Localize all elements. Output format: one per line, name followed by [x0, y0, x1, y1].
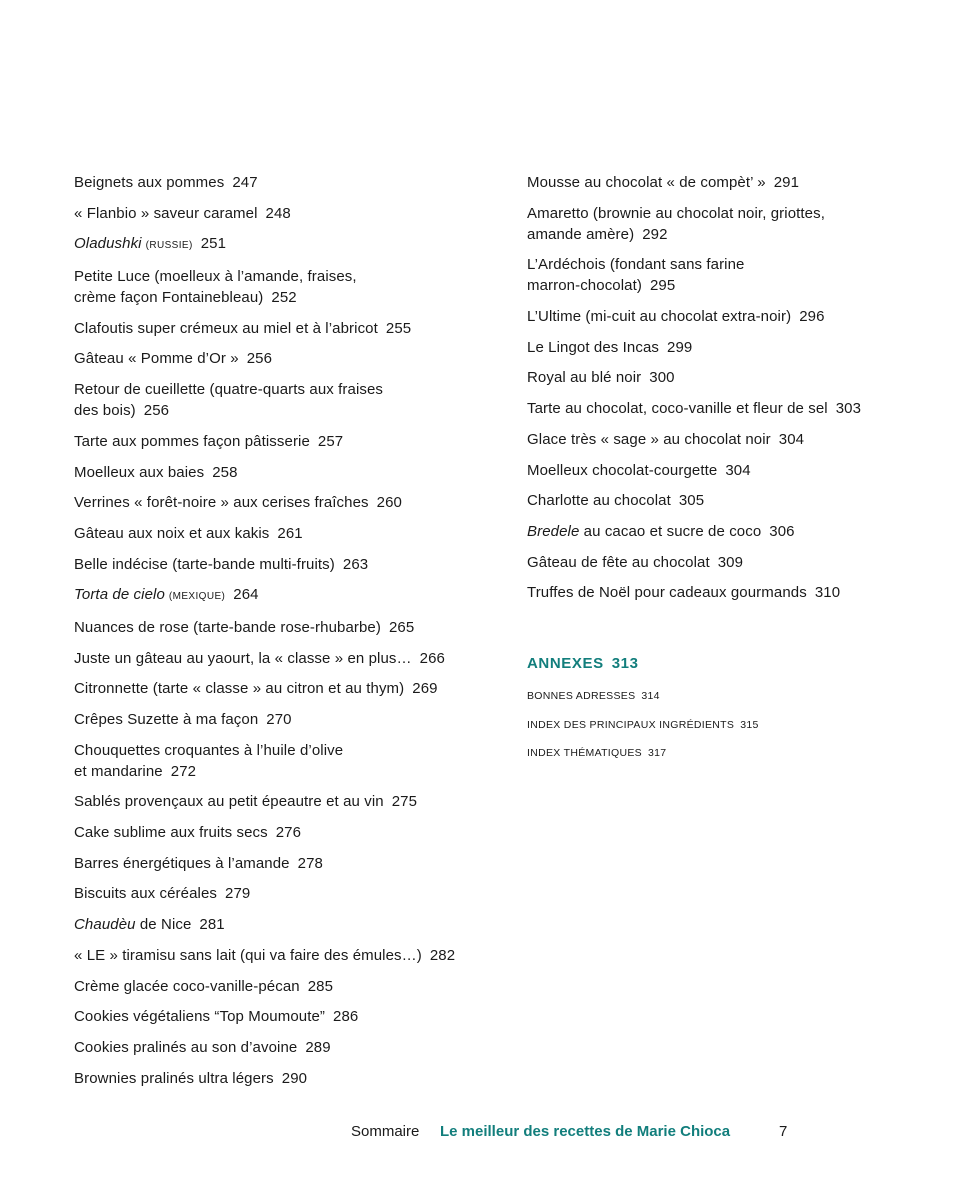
- toc-entry[interactable]: [74, 791, 494, 812]
- annex-page: 317: [647, 747, 667, 760]
- annexes-label: ANNEXES: [527, 655, 604, 673]
- toc-entry[interactable]: [527, 552, 927, 573]
- entry-page: 260: [376, 494, 402, 512]
- entry-page: 252: [271, 289, 297, 307]
- entry-title-line: Petite Luce (moelleux à l’amande, fraises,: [74, 268, 357, 286]
- entry-page: 275: [391, 793, 418, 811]
- annex-entry[interactable]: [527, 746, 927, 760]
- toc-entry[interactable]: [527, 367, 927, 388]
- entry-page: 264: [233, 586, 259, 604]
- entry-title: Tarte au chocolat, coco-vanille et fleur de sel: [527, 400, 828, 418]
- toc-entry[interactable]: [74, 584, 494, 607]
- entry-title: Gâteau aux noix et aux kakis: [74, 524, 270, 542]
- toc-entry[interactable]: [527, 490, 927, 511]
- toc-entry[interactable]: [74, 976, 494, 997]
- toc-entry[interactable]: [74, 172, 494, 193]
- entry-title: « Flanbio » saveur caramel: [74, 204, 258, 222]
- entry-title-line: marron-chocolat): [527, 277, 642, 295]
- toc-entry[interactable]: [74, 648, 494, 669]
- entry-title-rest: au cacao et sucre de coco: [579, 522, 762, 540]
- entry-page: 299: [667, 338, 693, 356]
- entry-page: 292: [642, 225, 668, 243]
- entry-title: Moelleux chocolat-courgette: [527, 461, 718, 479]
- entry-title: Mousse au chocolat « de compèt’ »: [527, 174, 766, 191]
- entry-page: 258: [212, 463, 238, 481]
- entry-title: Gâteau « Pomme d’Or »: [74, 350, 239, 368]
- toc-entry[interactable]: [74, 318, 494, 339]
- entry-page: 300: [649, 369, 675, 387]
- entry-title: Belle indécise (tarte-bande multi-fruits): [74, 555, 335, 573]
- entry-page: 296: [799, 308, 825, 326]
- annex-entry[interactable]: [527, 718, 927, 732]
- toc-entry[interactable]: [527, 203, 927, 245]
- entry-page: 265: [388, 618, 415, 636]
- entry-title-line: Amaretto (brownie au chocolat noir, griottes,: [527, 204, 825, 222]
- toc-entry[interactable]: [74, 1037, 494, 1058]
- toc-entry[interactable]: [74, 1068, 494, 1089]
- entry-title: Le Lingot des Incas: [527, 338, 659, 356]
- toc-entry[interactable]: [74, 1006, 494, 1027]
- toc-entry[interactable]: [527, 460, 927, 481]
- entry-page: 278: [297, 854, 323, 872]
- toc-entry[interactable]: [527, 337, 927, 358]
- toc-entry[interactable]: [74, 431, 494, 452]
- toc-entry[interactable]: [74, 709, 494, 730]
- annex-title: BONNES ADRESSES: [527, 690, 636, 703]
- toc-right-column: [527, 172, 927, 760]
- entry-page: 251: [200, 235, 227, 253]
- annex-page: 315: [740, 718, 759, 731]
- entry-page: 305: [678, 492, 705, 510]
- entry-title: Biscuits aux céréales: [74, 885, 217, 903]
- entry-title: Juste un gâteau au yaourt, la « classe » en plus…: [74, 649, 412, 667]
- toc-entry[interactable]: [74, 523, 494, 544]
- entry-page: 310: [814, 584, 841, 602]
- toc-entry[interactable]: [74, 617, 494, 638]
- entry-page: 281: [199, 916, 225, 934]
- entry-page: 304: [778, 430, 805, 448]
- footer-book-title: Le meilleur des recettes de Marie Chioca: [440, 1123, 731, 1140]
- toc-entry[interactable]: [74, 462, 494, 483]
- page-number: 7: [779, 1123, 788, 1140]
- entry-title: Glace très « sage » au chocolat noir: [527, 430, 771, 448]
- entry-page: 286: [333, 1008, 359, 1026]
- entry-title: Nuances de rose (tarte-bande rose-rhubarbe): [74, 618, 381, 636]
- entry-title-italic: Torta de cielo: [74, 586, 165, 604]
- entry-title-line: des bois): [74, 402, 136, 420]
- toc-entry[interactable]: [527, 254, 927, 296]
- toc-entry[interactable]: [74, 678, 494, 699]
- entry-title: Beignets aux pommes: [74, 174, 225, 191]
- toc-entry[interactable]: [527, 429, 927, 450]
- entry-page: 270: [266, 711, 292, 728]
- entry-page: 269: [412, 680, 438, 698]
- toc-entry[interactable]: [74, 822, 494, 843]
- toc-entry[interactable]: [74, 266, 494, 308]
- toc-entry[interactable]: [527, 172, 927, 193]
- entry-title-line: amande amère): [527, 225, 635, 243]
- entry-page: 261: [277, 524, 303, 542]
- toc-entry[interactable]: [74, 233, 494, 256]
- entry-title: Brownies pralinés ultra légers: [74, 1069, 274, 1087]
- annex-entry[interactable]: [527, 689, 927, 703]
- toc-entry[interactable]: [74, 379, 494, 421]
- entry-page: 306: [769, 522, 795, 540]
- entry-page: 289: [305, 1038, 331, 1056]
- entry-country: (RUSSIE): [145, 240, 193, 252]
- toc-entry[interactable]: [527, 582, 927, 603]
- entry-title: L’Ultime (mi-cuit au chocolat extra-noir): [527, 308, 792, 326]
- entry-title: Citronnette (tarte « classe » au citron et au thym): [74, 680, 405, 698]
- toc-left-column: [74, 172, 494, 1098]
- footer-section: Sommaire: [351, 1123, 420, 1140]
- entry-title: Charlotte au chocolat: [527, 492, 671, 510]
- entry-title-line: Retour de cueillette (quatre-quarts aux fraises: [74, 381, 384, 399]
- entry-title: Cookies végétaliens “Top Moumoute”: [74, 1008, 326, 1026]
- annexes-page: 313: [611, 655, 639, 673]
- toc-entry[interactable]: [74, 348, 494, 369]
- entry-title: Sablés provençaux au petit épeautre et au vin: [74, 793, 384, 811]
- entry-title: Royal au blé noir: [527, 369, 642, 387]
- entry-page: 290: [281, 1069, 308, 1087]
- annexes-heading[interactable]: [527, 655, 927, 672]
- toc-entry[interactable]: [74, 203, 494, 224]
- entry-page: 247: [232, 174, 258, 191]
- entry-page: 303: [835, 400, 862, 418]
- entry-page: 257: [317, 432, 344, 450]
- entry-title-italic: Oladushki: [74, 235, 142, 253]
- entry-title: Barres énergétiques à l’amande: [74, 854, 290, 872]
- entry-page: 279: [225, 885, 251, 903]
- entry-page: 266: [419, 649, 445, 667]
- entry-title: Cookies pralinés au son d’avoine: [74, 1038, 298, 1056]
- entry-page: 248: [265, 204, 291, 222]
- toc-entry[interactable]: [74, 554, 494, 575]
- entry-page: 295: [649, 277, 676, 295]
- entry-title-line: Chouquettes croquantes à l’huile d’olive: [74, 741, 344, 759]
- entry-page: 272: [170, 762, 197, 780]
- entry-page: 255: [385, 319, 412, 337]
- entry-page: 291: [773, 174, 800, 191]
- entry-country: (MEXIQUE): [168, 591, 226, 603]
- entry-title: Crème glacée coco-vanille-pécan: [74, 977, 300, 995]
- annex-page: 314: [641, 690, 660, 703]
- entry-title: Cake sublime aux fruits secs: [74, 824, 268, 842]
- entry-title: Gâteau de fête au chocolat: [527, 553, 710, 571]
- entry-title-italic: Chaudèu: [74, 916, 136, 934]
- entry-title-italic: Bredele: [527, 522, 580, 540]
- entry-title: Clafoutis super crémeux au miel et à l’abricot: [74, 319, 378, 337]
- entry-page: 263: [342, 555, 369, 573]
- toc-entry[interactable]: [74, 914, 494, 935]
- entry-page: 309: [717, 553, 744, 571]
- entry-page: 304: [725, 461, 751, 479]
- annex-title: INDEX DES PRINCIPAUX INGRÉDIENTS: [527, 718, 735, 731]
- toc-entry[interactable]: [527, 306, 927, 327]
- toc-entry[interactable]: [74, 740, 494, 782]
- toc-entry[interactable]: [527, 521, 927, 542]
- entry-title: « LE » tiramisu sans lait (qui va faire des émules…): [74, 946, 422, 964]
- entry-title-rest: de Nice: [135, 916, 192, 934]
- toc-entry[interactable]: [527, 398, 927, 419]
- entry-page: 282: [429, 946, 456, 964]
- annex-title: INDEX THÉMATIQUES: [527, 747, 642, 760]
- page-footer: [0, 1123, 960, 1143]
- toc-entry[interactable]: [74, 945, 494, 966]
- entry-page: 256: [246, 350, 273, 368]
- entry-page: 256: [143, 402, 170, 420]
- toc-entry[interactable]: [74, 883, 494, 904]
- entry-title: Truffes de Noël pour cadeaux gourmands: [527, 584, 807, 602]
- entry-title: Crêpes Suzette à ma façon: [74, 711, 259, 728]
- entry-title: Tarte aux pommes façon pâtisserie: [74, 432, 310, 450]
- entry-page: 285: [307, 977, 334, 995]
- entry-title: Verrines « forêt-noire » aux cerises fraîches: [74, 494, 369, 512]
- entry-title-line: et mandarine: [74, 762, 163, 780]
- entry-title: Moelleux aux baies: [74, 463, 205, 481]
- toc-entry[interactable]: [74, 853, 494, 874]
- entry-title-line: L’Ardéchois (fondant sans farine: [527, 256, 745, 274]
- entry-page: 276: [275, 824, 302, 842]
- entry-title-line: crème façon Fontainebleau): [74, 289, 264, 307]
- toc-entry[interactable]: [74, 492, 494, 513]
